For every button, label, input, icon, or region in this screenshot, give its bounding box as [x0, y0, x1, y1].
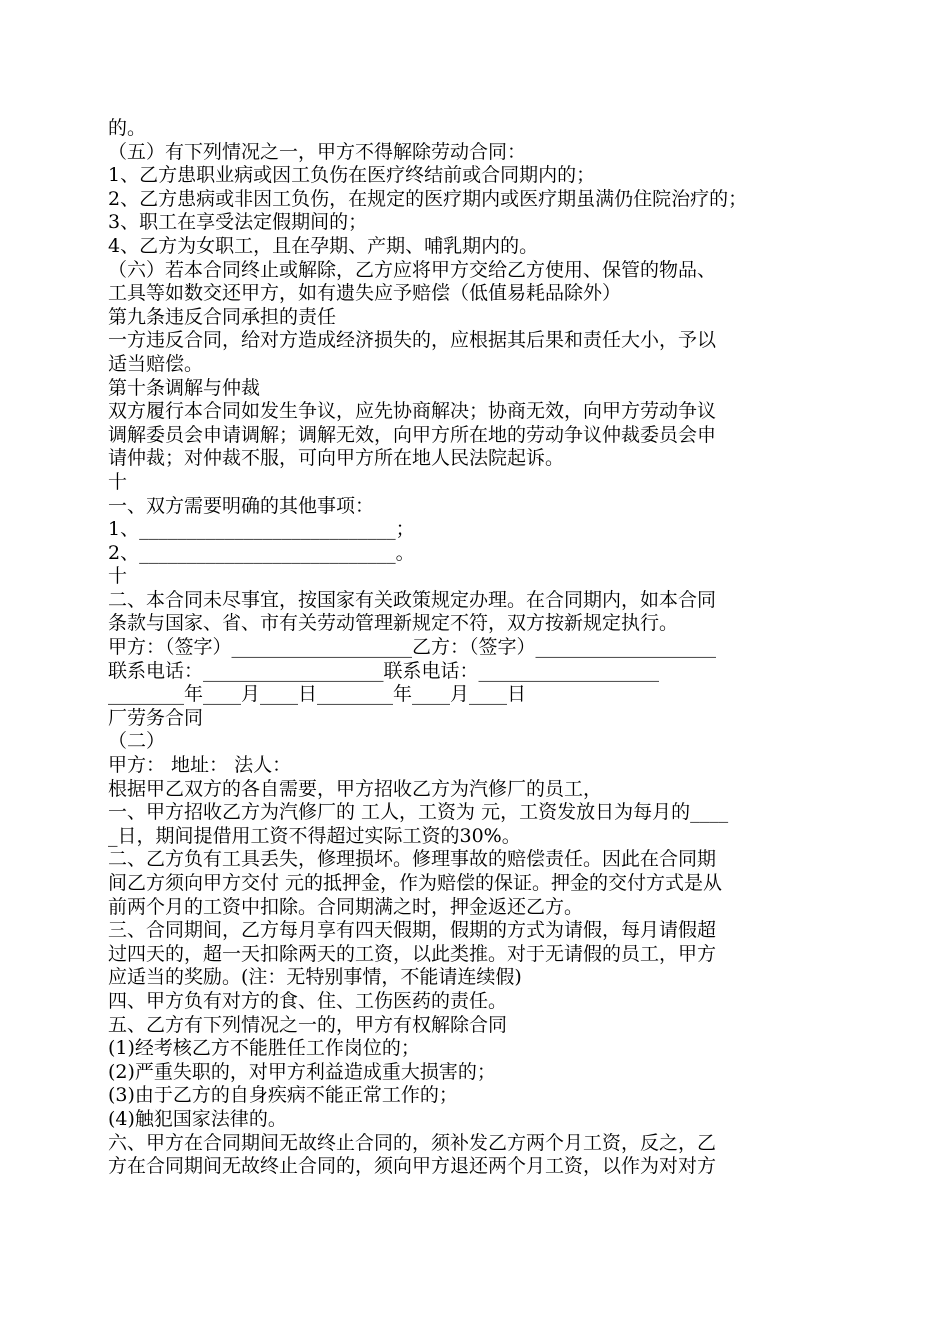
text-line: 根据甲乙双方的各自需要，甲方招收乙方为汽修厂的员工， [108, 777, 603, 800]
text-line: 条款与国家、省、市有关劳动管理新规定不符，双方按新规定执行。 [108, 612, 679, 635]
text-line: 第九条违反合同承担的责任 [108, 305, 337, 328]
text-line: 前两个月的工资中扣除。合同期满之时，押金返还乙方。 [108, 895, 584, 918]
text-line: 六、甲方在合同期间无故终止合同的，须补发乙方两个月工资，反之，乙 [108, 1131, 717, 1154]
text-line: 二、本合同未尽事宜，按国家有关政策规定办理。在合同期内，如本合同 [108, 588, 717, 611]
text-line: 一、双方需要明确的其他事项： [108, 494, 375, 517]
text-line: （六）若本合同终止或解除，乙方应将甲方交给乙方使用、保管的物品、 [108, 258, 717, 281]
text-line: 1、乙方患职业病或因工负伤在医疗终结前或合同期内的； [108, 164, 596, 187]
text-line: 的。 [108, 117, 147, 139]
text-line: 间乙方须向甲方交付 元的抵押金，作为赔偿的保证。押金的交付方式是从 [108, 872, 723, 894]
text-line: 工具等如数交还甲方，如有遗失应予赔偿（低值易耗品除外） [108, 282, 622, 305]
text-line: 三、合同期间，乙方每月享有四天假期，假期的方式为请假，每月请假超 [108, 919, 717, 942]
text-line: (1)经考核乙方不能胜任工作岗位的； [108, 1037, 420, 1060]
text-line: 适当赔偿。 [108, 352, 204, 375]
text-line: 一方违反合同，给对方造成经济损失的，应根据其后果和责任大小，予以 [108, 329, 717, 352]
text-line: 请仲裁；对仲裁不服，可向甲方所在地人民法院起诉。 [108, 447, 565, 470]
text-line: 第十条调解与仲裁 [108, 376, 261, 399]
text-line: 过四天的，超一天扣除两天的工资，以此类推。对于无请假的员工，甲方 [108, 942, 717, 965]
text-line: 甲方：（签字）___________________乙方：（签字）___________________ [108, 636, 717, 659]
text-line: 五、乙方有下列情况之一的，甲方有权解除合同 [108, 1013, 508, 1036]
text-line: 双方履行本合同如发生争议，应先协商解决；协商无效，向甲方劳动争议 [108, 400, 717, 423]
text-line: 方在合同期间无故终止合同的，须向甲方退还两个月工资，以作为对对方 [108, 1155, 717, 1178]
text-line: 4、乙方为女职工，且在孕期、产期、哺乳期内的。 [108, 234, 539, 257]
text-line: 2、乙方患病或非因工负伤，在规定的医疗期内或医疗期虽满仍住院治疗的； [108, 187, 748, 210]
document-body [108, 117, 848, 1179]
text-line: 一、甲方招收乙方为汽修厂的 工人，工资为 元，工资发放日为每月的____ [108, 801, 729, 824]
text-line: 2、___________________________。 [108, 541, 415, 564]
text-line: 四、甲方负有对方的食、住、工伤医药的责任。 [108, 989, 508, 1012]
text-line: 十 [108, 565, 128, 588]
text-line: 应适当的奖励。(注：无特别事情，不能请连续假) [108, 966, 522, 989]
text-line: 3、职工在享受法定假期间的； [108, 211, 368, 234]
text-line: 1、___________________________； [108, 518, 415, 541]
text-line: 厂劳务合同 [108, 706, 204, 729]
text-line: 联系电话：___________________联系电话：___________________ [108, 659, 660, 682]
text-line: （二） [108, 730, 166, 753]
text-line: (3)由于乙方的自身疾病不能正常工作的； [108, 1084, 458, 1107]
text-line: _日，期间提借用工资不得超过实际工资的30%。 [108, 824, 521, 847]
text-line: 调解委员会申请调解；调解无效，向甲方所在地的劳动争议仲裁委员会申 [108, 423, 717, 446]
text-line: （五）有下列情况之一，甲方不得解除劳动合同： [108, 140, 527, 163]
text-line: 甲方： 地址： 法人： [108, 754, 292, 777]
text-line: ________年____月____日________年____月____日 [108, 683, 527, 706]
text-line: (4)触犯国家法律的。 [108, 1107, 287, 1130]
text-line: 二、乙方负有工具丢失，修理损坏。修理事故的赔偿责任。因此在合同期 [108, 848, 717, 871]
text-line: (2)严重失职的，对甲方利益造成重大损害的； [108, 1060, 496, 1083]
text-line: 十 [108, 470, 128, 493]
